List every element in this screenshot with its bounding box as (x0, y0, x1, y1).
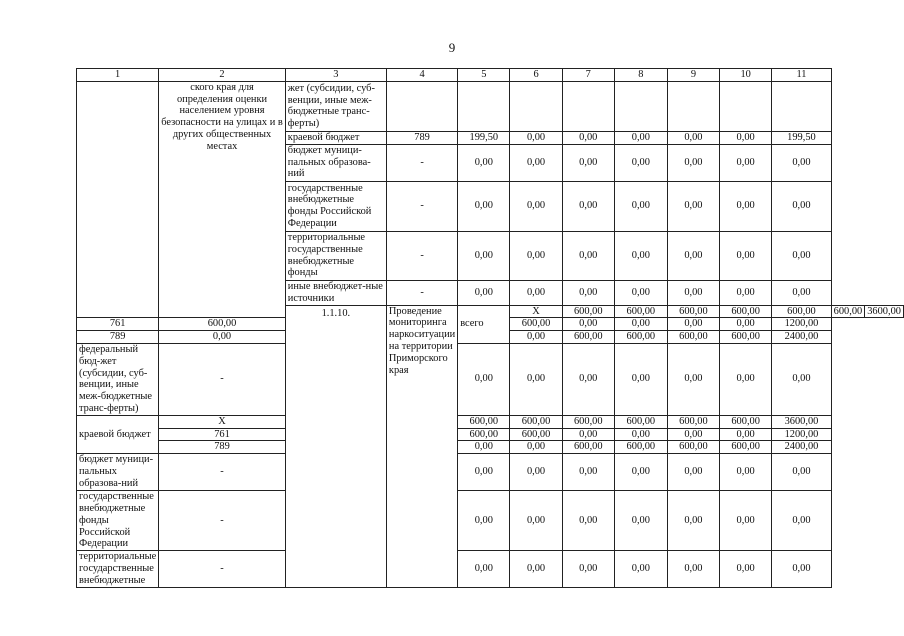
value-cell: 600,00 (562, 305, 614, 318)
value-cell: 0,00 (614, 428, 667, 441)
code-cell: 761 (159, 428, 286, 441)
empty-cell (386, 81, 457, 131)
source-cell: территориальные государственные внебюджетные (77, 551, 159, 588)
value-cell: 0,00 (510, 331, 562, 344)
value-cell: 0,00 (772, 181, 831, 231)
table-row (77, 551, 904, 588)
value-cell: 0,00 (510, 491, 562, 551)
value-cell: 600,00 (614, 415, 667, 428)
value-cell: 600,00 (614, 441, 667, 454)
source-cell: территориальные государственные внебюджетные фонды (285, 231, 386, 280)
header-cell: 9 (667, 69, 719, 82)
code-cell: 789 (386, 131, 457, 144)
value-cell: 0,00 (667, 318, 719, 331)
value-cell: 600,00 (831, 305, 865, 318)
value-cell: 2400,00 (772, 441, 831, 454)
value-cell: 0,00 (562, 280, 614, 305)
value-cell: 600,00 (720, 305, 772, 318)
header-cell: 4 (386, 69, 457, 82)
value-cell: 1200,00 (772, 318, 831, 331)
value-cell: 600,00 (614, 305, 667, 318)
header-cell: 8 (614, 69, 667, 82)
value-cell: 0,00 (510, 231, 562, 280)
value-cell: 199,50 (772, 131, 831, 144)
source-cell: жет (субсидии, суб-венции, иные меж-бюджетные транс-ферты) (285, 81, 386, 131)
empty-cell (458, 81, 510, 131)
empty-cell (772, 81, 831, 131)
value-cell: 0,00 (667, 428, 719, 441)
value-cell: 0,00 (510, 131, 562, 144)
value-cell: 600,00 (458, 428, 510, 441)
value-cell: 0,00 (667, 280, 719, 305)
value-cell: 600,00 (667, 331, 719, 344)
source-cell: бюджет муници-пальных образова-ний (77, 454, 159, 491)
value-cell: 0,00 (772, 231, 831, 280)
value-cell: 0,00 (772, 280, 831, 305)
value-cell: 0,00 (458, 551, 510, 588)
value-cell: 0,00 (562, 491, 614, 551)
header-cell: 7 (562, 69, 614, 82)
value-cell: 0,00 (562, 231, 614, 280)
code-cell: X (510, 305, 562, 318)
value-cell: 0,00 (614, 343, 667, 415)
row-number-cell (77, 81, 159, 318)
value-cell: 0,00 (667, 551, 719, 588)
value-cell: 600,00 (562, 331, 614, 344)
value-cell: 600,00 (720, 415, 772, 428)
table-row (77, 69, 904, 82)
value-cell: 0,00 (720, 131, 772, 144)
code-cell: - (159, 551, 286, 588)
value-cell: 600,00 (562, 441, 614, 454)
value-cell: 0,00 (458, 491, 510, 551)
code-cell: - (159, 454, 286, 491)
value-cell: 0,00 (562, 318, 614, 331)
empty-cell (614, 81, 667, 131)
page-number: 9 (448, 40, 456, 55)
source-cell: краевой бюджет (285, 131, 386, 144)
table-row (77, 81, 904, 131)
code-cell: 761 (77, 318, 159, 331)
value-cell: 0,00 (720, 280, 772, 305)
value-cell: 0,00 (458, 343, 510, 415)
value-cell: 0,00 (667, 144, 719, 181)
value-cell: 600,00 (510, 318, 562, 331)
value-cell: 3600,00 (772, 415, 831, 428)
value-cell: 0,00 (510, 551, 562, 588)
value-cell: 600,00 (614, 331, 667, 344)
value-cell: 600,00 (720, 441, 772, 454)
value-cell: 600,00 (562, 415, 614, 428)
measure-name: ского края для определения оценки населением уровня безопасности на улицах и в других общественных местах (161, 81, 283, 152)
source-cell: государственные внебюджетные фонды Российской Федерации (285, 181, 386, 231)
source-cell: всего (458, 305, 510, 343)
value-cell: 0,00 (562, 131, 614, 144)
empty-cell (562, 81, 614, 131)
table-row (77, 441, 904, 454)
header-cell: 6 (510, 69, 562, 82)
value-cell: 600,00 (667, 441, 719, 454)
source-cell: бюджет муници-пальных образова-ний (285, 144, 386, 181)
value-cell: 600,00 (667, 415, 719, 428)
value-cell: 0,00 (720, 318, 772, 331)
value-cell: 0,00 (510, 343, 562, 415)
value-cell: 0,00 (667, 181, 719, 231)
value-cell: 0,00 (614, 144, 667, 181)
value-cell: 0,00 (614, 491, 667, 551)
value-cell: 600,00 (720, 331, 772, 344)
value-cell: 0,00 (562, 181, 614, 231)
value-cell: 0,00 (720, 181, 772, 231)
code-cell: - (159, 491, 286, 551)
value-cell: 0,00 (562, 428, 614, 441)
value-cell: 0,00 (458, 441, 510, 454)
value-cell: 0,00 (510, 181, 562, 231)
source-cell: государственные внебюджетные фонды Российской Федерации (77, 491, 159, 551)
value-cell: 0,00 (614, 181, 667, 231)
value-cell: 1200,00 (772, 428, 831, 441)
table-row (77, 454, 904, 491)
value-cell: 0,00 (614, 551, 667, 588)
value-cell: 600,00 (772, 305, 831, 318)
value-cell: 600,00 (667, 305, 719, 318)
value-cell: 0,00 (667, 491, 719, 551)
value-cell: 0,00 (510, 441, 562, 454)
measure-name-cell (159, 81, 286, 318)
header-cell: 10 (720, 69, 772, 82)
header-cell: 3 (285, 69, 386, 82)
code-cell: - (386, 144, 457, 181)
header-cell: 1 (77, 69, 159, 82)
table-row (77, 428, 904, 441)
value-cell: 0,00 (720, 144, 772, 181)
table-row (77, 415, 904, 428)
value-cell: 0,00 (614, 454, 667, 491)
empty-cell (667, 81, 719, 131)
code-cell: - (159, 343, 286, 415)
value-cell: 0,00 (772, 491, 831, 551)
value-cell: 0,00 (772, 144, 831, 181)
value-cell: 0,00 (562, 454, 614, 491)
code-cell: 789 (159, 441, 286, 454)
value-cell: 0,00 (667, 131, 719, 144)
value-cell: 0,00 (720, 428, 772, 441)
value-cell: 3600,00 (865, 305, 904, 318)
value-cell: 0,00 (458, 454, 510, 491)
value-cell: 0,00 (510, 144, 562, 181)
value-cell: 0,00 (667, 343, 719, 415)
header-cell: 5 (458, 69, 510, 82)
value-cell: 0,00 (562, 343, 614, 415)
value-cell: 600,00 (159, 318, 286, 331)
value-cell: 0,00 (720, 551, 772, 588)
table-row (77, 343, 904, 415)
code-cell: - (386, 181, 457, 231)
code-cell: 789 (77, 331, 159, 344)
source-cell: федеральный бюд-жет (субсидии, суб-венции, иные меж-бюджетные транс-ферты) (77, 343, 159, 415)
value-cell: 2400,00 (772, 331, 831, 344)
value-cell: 0,00 (614, 231, 667, 280)
value-cell: 0,00 (720, 454, 772, 491)
empty-cell (720, 81, 772, 131)
value-cell: 0,00 (458, 231, 510, 280)
value-cell: 0,00 (510, 454, 562, 491)
table-row (77, 491, 904, 551)
measure-name: Проведение мониторинга наркоситуации на территории Приморского края (388, 305, 456, 376)
empty-cell (510, 81, 562, 131)
value-cell: 0,00 (720, 343, 772, 415)
value-cell: 0,00 (772, 454, 831, 491)
budget-table (76, 68, 904, 588)
value-cell: 0,00 (667, 231, 719, 280)
value-cell: 600,00 (510, 428, 562, 441)
value-cell: 0,00 (458, 144, 510, 181)
value-cell: 0,00 (614, 131, 667, 144)
row-number-cell: 1.1.10. (285, 305, 386, 588)
value-cell: 600,00 (510, 415, 562, 428)
header-cell: 11 (772, 69, 831, 82)
value-cell: 0,00 (458, 280, 510, 305)
value-cell: 0,00 (159, 331, 286, 344)
value-cell: 0,00 (772, 343, 831, 415)
value-cell: 0,00 (458, 181, 510, 231)
value-cell: 600,00 (458, 415, 510, 428)
value-cell: 0,00 (614, 280, 667, 305)
value-cell: 0,00 (772, 551, 831, 588)
value-cell: 0,00 (720, 231, 772, 280)
value-cell: 0,00 (667, 454, 719, 491)
source-cell: краевой бюджет (77, 415, 159, 453)
value-cell: 0,00 (614, 318, 667, 331)
source-cell: иные внебюджет-ные источники (285, 280, 386, 305)
value-cell: 0,00 (562, 144, 614, 181)
code-cell: - (386, 280, 457, 305)
code-cell: X (159, 415, 286, 428)
value-cell: 199,50 (458, 131, 510, 144)
value-cell: 0,00 (562, 551, 614, 588)
code-cell: - (386, 231, 457, 280)
value-cell: 0,00 (510, 280, 562, 305)
value-cell: 0,00 (720, 491, 772, 551)
measure-name-cell (386, 305, 457, 588)
header-cell: 2 (159, 69, 286, 82)
